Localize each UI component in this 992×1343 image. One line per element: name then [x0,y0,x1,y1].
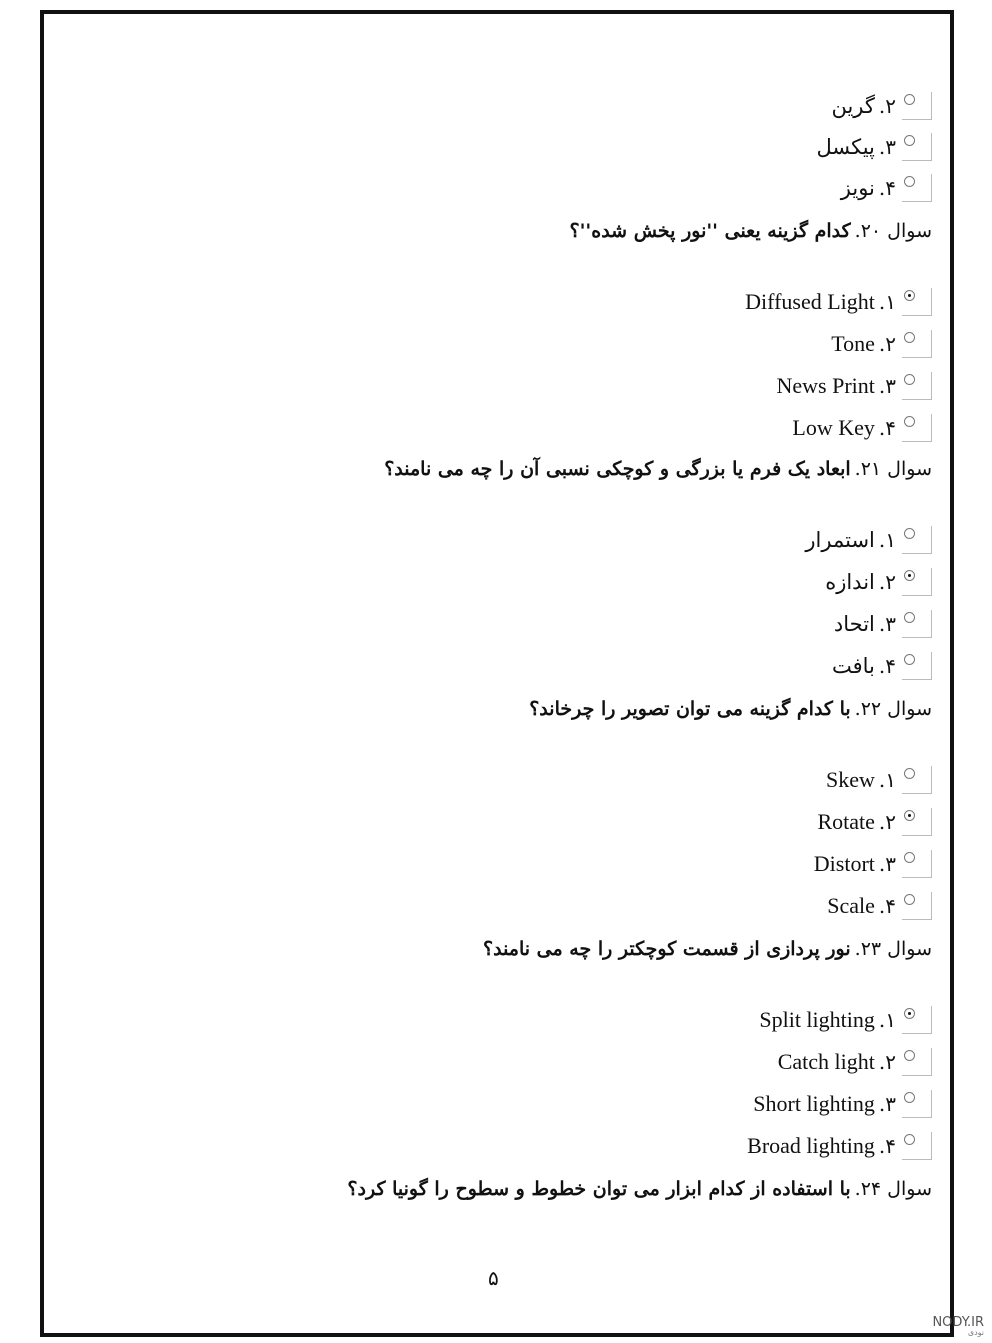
option-label: Low Key [792,415,875,440]
radio-button-box[interactable] [902,1132,932,1160]
option-label: Short lighting [753,1091,875,1116]
radio-unchecked-icon[interactable] [904,1134,915,1145]
question-text [483,938,932,960]
option-label: Tone [831,331,875,356]
radio-button-box[interactable] [902,808,932,836]
radio-button-box[interactable] [902,92,932,120]
radio-button-box[interactable] [902,568,932,596]
radio-unchecked-icon[interactable] [904,135,915,146]
option-number: ۳. [878,1092,896,1116]
question-text [347,1178,932,1200]
radio-unchecked-icon[interactable] [904,852,915,863]
option-label: اتحاد [833,612,875,636]
radio-unchecked-icon[interactable] [904,894,915,905]
answer-option[interactable] [792,414,932,442]
answer-option[interactable] [753,1090,932,1118]
radio-unchecked-icon[interactable] [904,374,915,385]
option-label: Diffused Light [745,289,875,314]
radio-unchecked-icon[interactable] [904,1092,915,1103]
watermark-logo [932,1316,984,1337]
answer-option[interactable] [777,372,933,400]
question-text [384,458,932,480]
option-label: Rotate [817,809,875,834]
radio-button-box[interactable] [902,1048,932,1076]
answer-option[interactable] [827,892,932,920]
question-number: سوال ۲۰. [854,220,932,242]
answer-option[interactable] [834,610,932,638]
option-label: Split lighting [759,1007,875,1032]
question-label: کدام گزینه یعنی ''نور پخش شده''؟ [569,220,851,242]
radio-unchecked-icon[interactable] [904,416,915,427]
question-text [529,698,932,720]
option-number: ۲. [878,94,896,118]
option-number: ۲. [878,1050,896,1074]
radio-button-box[interactable] [902,892,932,920]
answer-option[interactable] [841,174,932,202]
radio-button-box[interactable] [902,766,932,794]
radio-unchecked-icon[interactable] [904,528,915,539]
radio-button-box[interactable] [902,330,932,358]
answer-option[interactable] [745,288,932,316]
radio-button-box[interactable] [902,850,932,878]
option-label: بافت [831,654,875,678]
answer-option[interactable] [805,526,932,554]
answer-option[interactable] [814,850,932,878]
radio-button-box[interactable] [902,1090,932,1118]
radio-unchecked-icon[interactable] [904,332,915,343]
radio-unchecked-icon[interactable] [904,176,915,187]
question-label: نور پردازی از قسمت کوچکتر را چه می نامند؟ [483,938,851,960]
watermark-sub: نودی [967,1328,984,1337]
radio-unchecked-icon[interactable] [904,1050,915,1061]
radio-button-box[interactable] [902,1006,932,1034]
radio-unchecked-icon[interactable] [904,94,915,105]
answer-option[interactable] [759,1006,932,1034]
option-number: ۲. [878,810,896,834]
radio-button-box[interactable] [902,414,932,442]
option-label: استمرار [805,528,875,552]
radio-checked-icon[interactable] [904,810,915,821]
radio-button-box[interactable] [902,372,932,400]
question-label: ابعاد یک فرم یا بزرگی و کوچکی نسبی آن را چه می نامند؟ [384,458,851,480]
radio-checked-icon[interactable] [904,1008,915,1019]
option-number: ۴. [878,654,896,678]
question-number: سوال ۲۲. [854,698,932,720]
answer-option[interactable] [778,1048,932,1076]
option-label: Catch light [777,1049,875,1074]
option-number: ۴. [878,894,896,918]
option-label: نویز [840,176,875,200]
radio-button-box[interactable] [902,526,932,554]
question-number: سوال ۲۴. [854,1178,932,1200]
option-number: ۱. [878,528,896,552]
option-number: ۳. [878,612,896,636]
option-label: گرین [831,94,875,118]
option-number: ۱. [878,768,896,792]
question-text [570,220,932,242]
radio-unchecked-icon[interactable] [904,768,915,779]
option-number: ۳. [878,374,896,398]
radio-button-box[interactable] [902,288,932,316]
answer-option[interactable] [826,766,932,794]
radio-unchecked-icon[interactable] [904,612,915,623]
option-number: ۱. [878,290,896,314]
question-label: با استفاده از کدام ابزار می توان خطوط و سطوح را گونیا کرد؟ [347,1178,851,1200]
radio-unchecked-icon[interactable] [904,654,915,665]
radio-checked-icon[interactable] [904,290,915,301]
option-label: پیکسل [816,135,875,159]
question-number: سوال ۲۳. [854,938,932,960]
answer-option[interactable] [747,1132,932,1160]
option-label: اندازه [825,570,875,594]
option-number: ۳. [878,852,896,876]
option-label: Distort [813,851,875,876]
watermark-brand: NODY.IR [932,1315,984,1330]
option-number: ۴. [878,176,896,200]
radio-checked-icon[interactable] [904,570,915,581]
answer-option[interactable] [831,330,932,358]
option-label: Broad lighting [747,1133,875,1158]
option-number: ۱. [878,1008,896,1032]
answer-option[interactable] [831,92,932,120]
option-label: Scale [827,893,875,918]
radio-button-box[interactable] [902,652,932,680]
answer-option[interactable] [825,568,932,596]
page-number: ۵ [488,1266,499,1290]
option-number: ۳. [878,135,896,159]
option-label: Skew [826,767,875,792]
option-number: ۲. [878,332,896,356]
radio-button-box[interactable] [902,610,932,638]
radio-button-box[interactable] [902,174,932,202]
option-number: ۴. [878,416,896,440]
answer-option[interactable] [816,133,932,161]
radio-button-box[interactable] [902,133,932,161]
option-number: ۴. [878,1134,896,1158]
option-label: News Print [776,373,875,398]
question-number: سوال ۲۱. [854,458,932,480]
option-number: ۲. [878,570,896,594]
answer-option[interactable] [832,652,932,680]
answer-option[interactable] [817,808,932,836]
question-label: با کدام گزینه می توان تصویر را چرخاند؟ [529,698,851,720]
